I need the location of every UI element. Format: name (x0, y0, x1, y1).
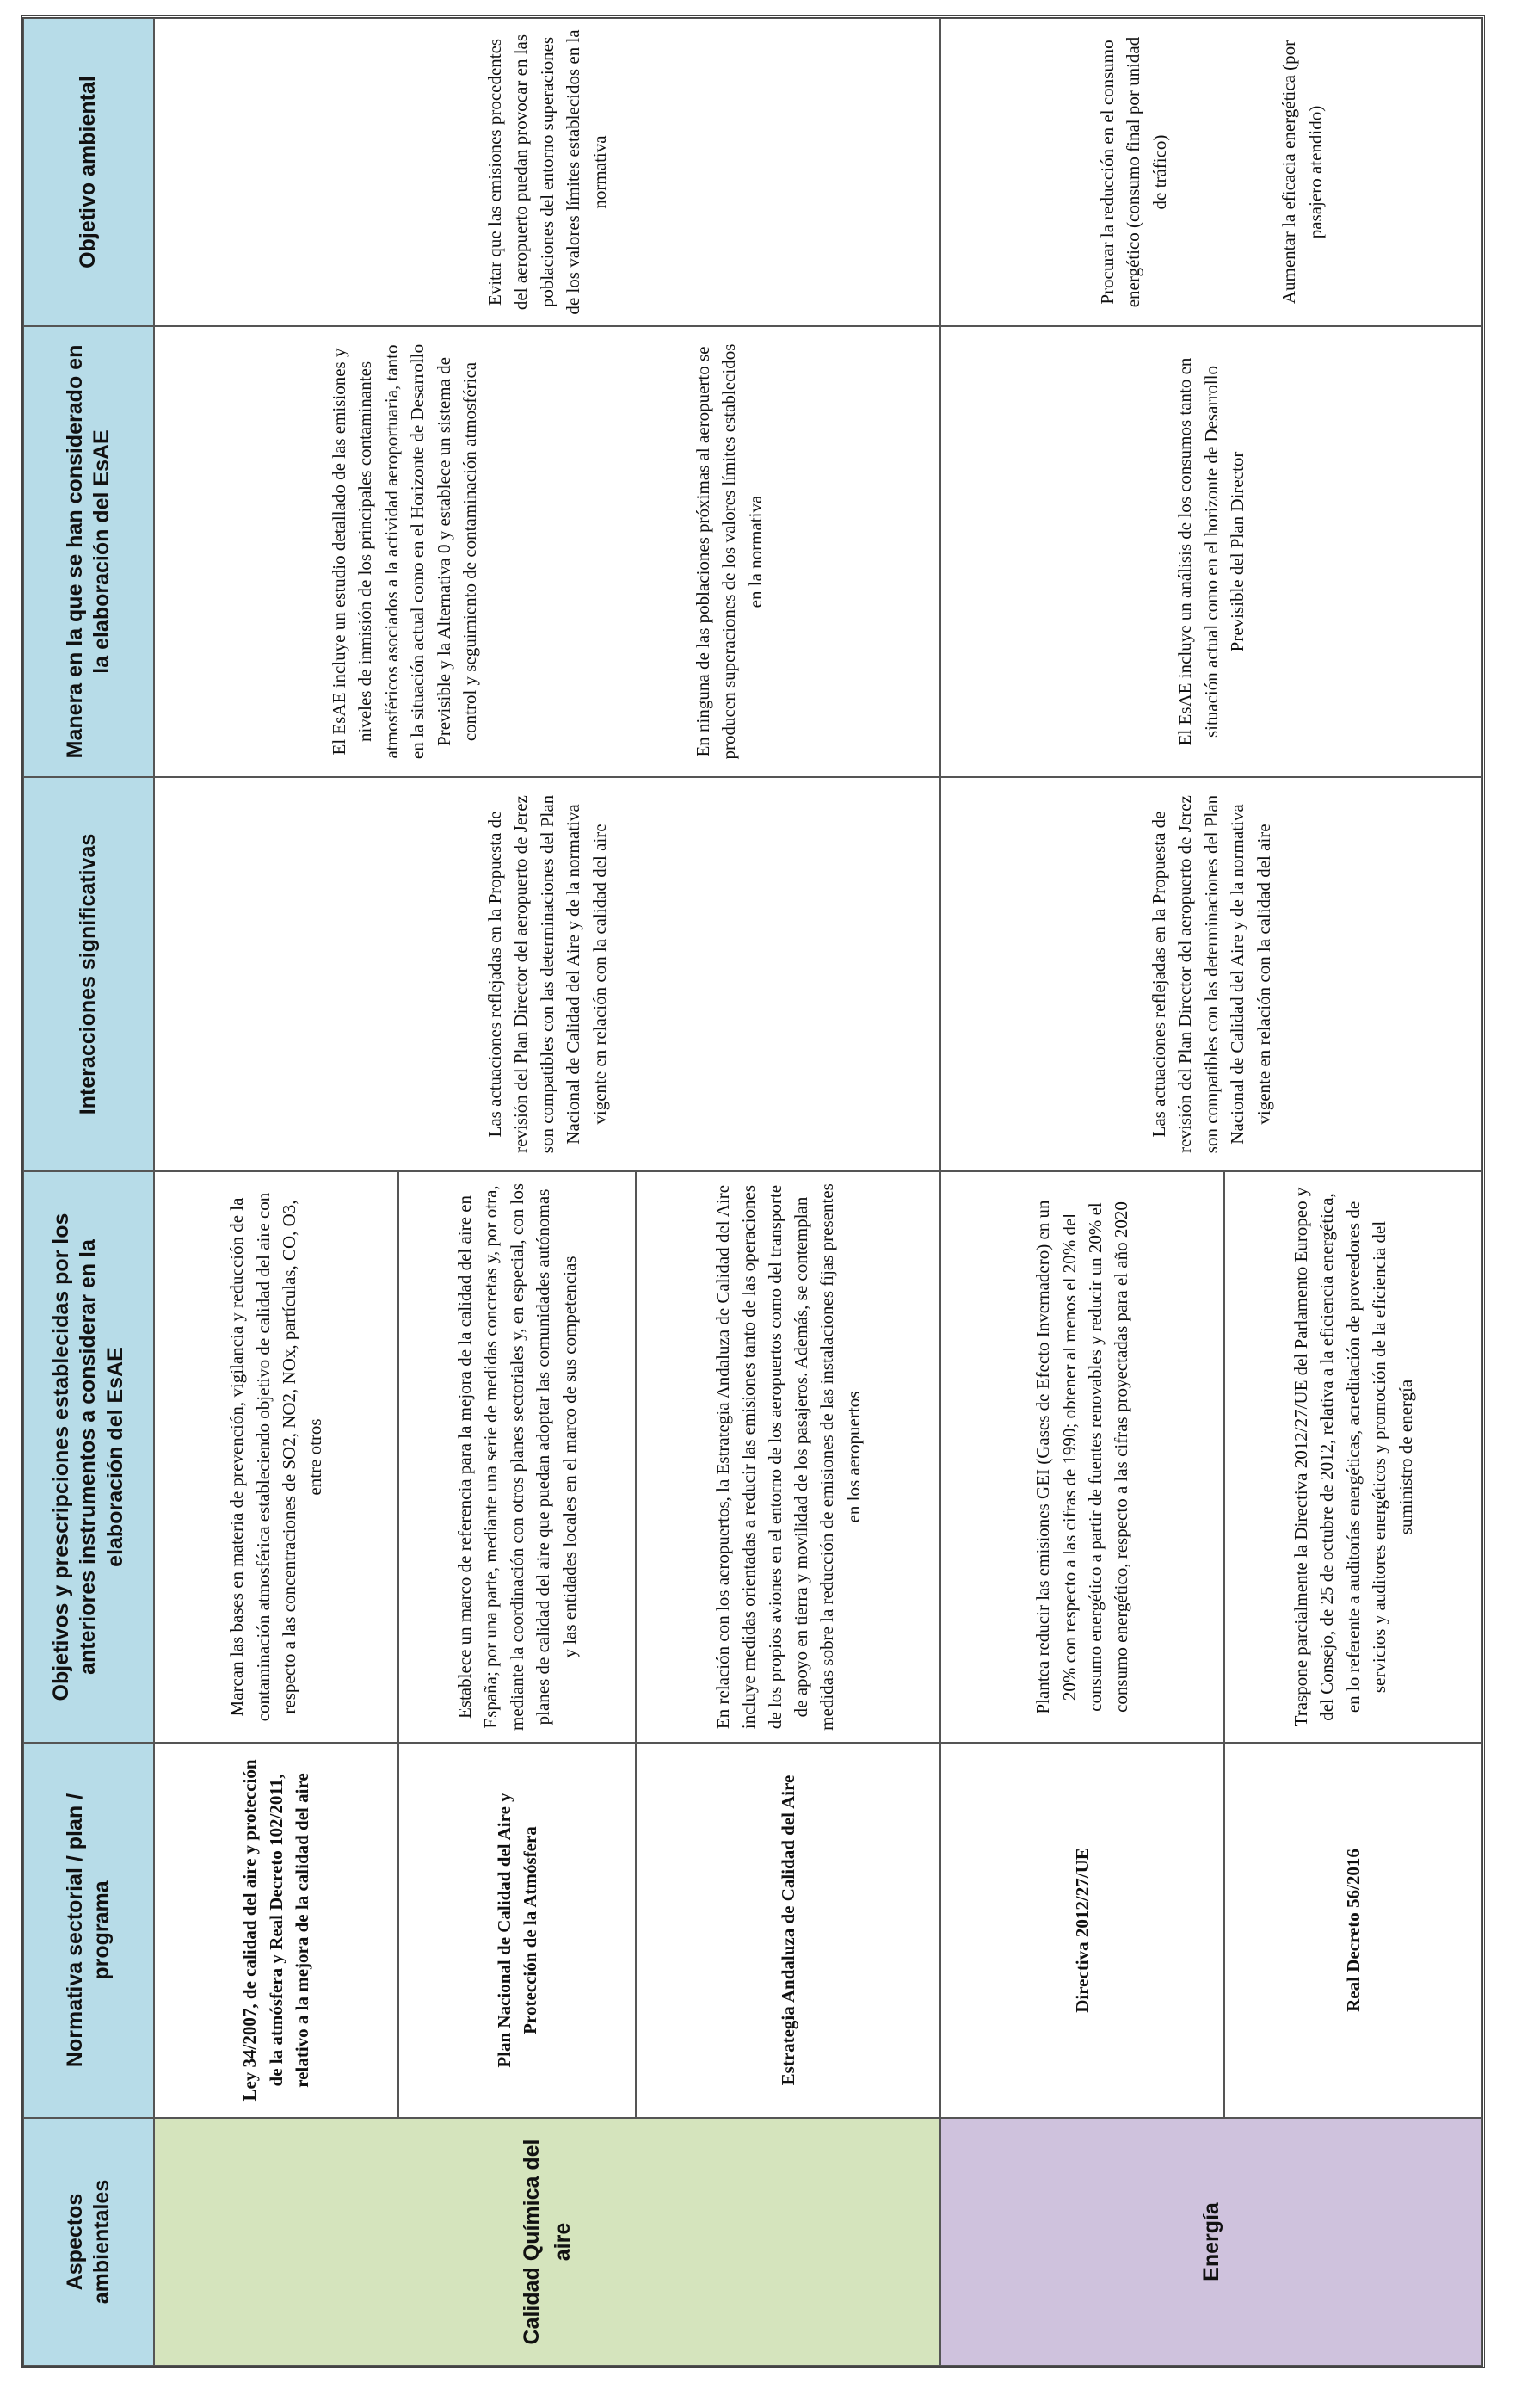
header-aspectos: Aspectos ambientales (23, 2118, 154, 2366)
energy-goal-1: Procurar la reducción en el consumo energético (consumo final por unidad de tráfico) (1096, 36, 1170, 308)
air-interaction: Las actuaciones reflejadas en la Propuesta de revisión del Plan Director del aeropuerto de Jerez son compatibles con las determinaciones del Plan Nacional de Calidad del Aire y de la normativa vigente en relación con la calidad del aire (154, 777, 940, 1171)
energy-row-1 (940, 18, 1224, 2366)
air-row-1 (154, 18, 398, 2366)
air-objective-3: En relación con los aeropuertos, la Estrategia Andaluza de Calidad del Aire incluye medidas orientadas a reducir las emisiones tanto de las operaciones de los propios aviones en el entorno de los aeropuertos como del transporte de apoyo en tierra y movilidad de los pasajeros. Además, se contemplan medidas sobre la reducción de emisiones de las instalaciones fijas presentes en los aeropuertos (636, 1171, 940, 1743)
air-manner (154, 326, 940, 777)
energy-norm-2: Real Decreto 56/2016 (1224, 1743, 1482, 2118)
energy-objective-2: Traspone parcialmente la Directiva 2012/27/UE del Parlamento Europeo y del Consejo, de 25 de octubre de 2012, relativa a la eficiencia energética, en lo referente a auditorías energéticas, acreditación de proveedores de servicios y auditores energéticos y promoción de la eficiencia del suministro de energía (1224, 1171, 1482, 1743)
air-goal: Evitar que las emisiones procedentes del aeropuerto puedan provocar en las poblaciones del entorno superaciones de los valores límites establecidos en la normativa (154, 18, 940, 326)
air-objective-1: Marcan las bases en materia de prevención, vigilancia y reducción de la contaminación atmosférica estableciendo objetivo de calidad del aire con respecto a las concentraciones de SO2, NO2, NOx, partículas, CO, O3, entre otros (154, 1171, 398, 1743)
aspect-air-quality: Calidad Química del aire (154, 2118, 940, 2366)
energy-goal-2: Aumentar la eficacia energética (por pasajero atendido) (1278, 40, 1326, 305)
energy-manner: El EsAE incluye un análisis de los consumos tanto en situación actual como en el horizonte de Desarrollo Previsible del Plan Director (940, 326, 1482, 777)
header-interacciones: Interacciones significativas (23, 777, 154, 1171)
environmental-aspects-table (21, 15, 1485, 2368)
header-manera: Manera en la que se han considerado en la elaboración del EsAE (23, 326, 154, 777)
air-norm-3: Estrategia Andaluza de Calidad del Aire (636, 1743, 940, 2118)
energy-norm-1: Directiva 2012/27/UE (940, 1743, 1224, 2118)
aspect-energy: Energía (940, 2118, 1482, 2366)
energy-interaction: Las actuaciones reflejadas en la Propuesta de revisión del Plan Director del aeropuerto de Jerez son compatibles con las determinaciones del Plan Nacional de Calidad del Aire y de la normativa vigente en relación con la calidad del aire (940, 777, 1482, 1171)
header-objetivos: Objetivos y prescripciones establecidas por los anteriores instrumentos a considerar en la elaboración del EsAE (23, 1171, 154, 1743)
header-objetivo-ambiental: Objetivo ambiental (23, 18, 154, 326)
header-row (23, 18, 154, 2366)
air-norm-2: Plan Nacional de Calidad del Aire y Protección de la Atmósfera (398, 1743, 636, 2118)
header-normativa: Normativa sectorial / plan / programa (23, 1743, 154, 2118)
rotated-table-container (21, 21, 1478, 2368)
air-manner-2: En ninguna de las poblaciones próximas al aeropuerto se producen superaciones de los valores límites establecidos en la normativa (692, 343, 766, 760)
energy-objective-1: Plantea reducir las emisiones GEI (Gases de Efecto Invernadero) en un 20% con respecto a las cifras de 1990; obtener al menos el 20% del consumo energético a partir de fuentes renovables y reducir un 20% el consumo energético, respecto a las cifras proyectadas para el año 2020 (940, 1171, 1224, 1743)
energy-goal (940, 18, 1482, 326)
air-norm-1: Ley 34/2007, de calidad del aire y protección de la atmósfera y Real Decreto 102/2011, relativo a la mejora de la calidad del aire (154, 1743, 398, 2118)
air-manner-1: El EsAE incluye un estudio detallado de las emisiones y niveles de inmisión de los principales contaminantes atmosféricos asociados a la actividad aeroportuaria, tanto en la situación actual como en el Horizonte de Desarrollo Previsible y la Alternativa 0 y establece un sistema de control y seguimiento de contaminación atmosférica (329, 343, 481, 760)
air-objective-2: Establece un marco de referencia para la mejora de la calidad del aire en España; por una parte, mediante una serie de medidas concretas y, por otra, mediante la coordinación con otros planes sectoriales y, en especial, con los planes de calidad del aire que puedan adoptar las comunidades autónomas y las entidades locales en el marco de sus competencias (398, 1171, 636, 1743)
